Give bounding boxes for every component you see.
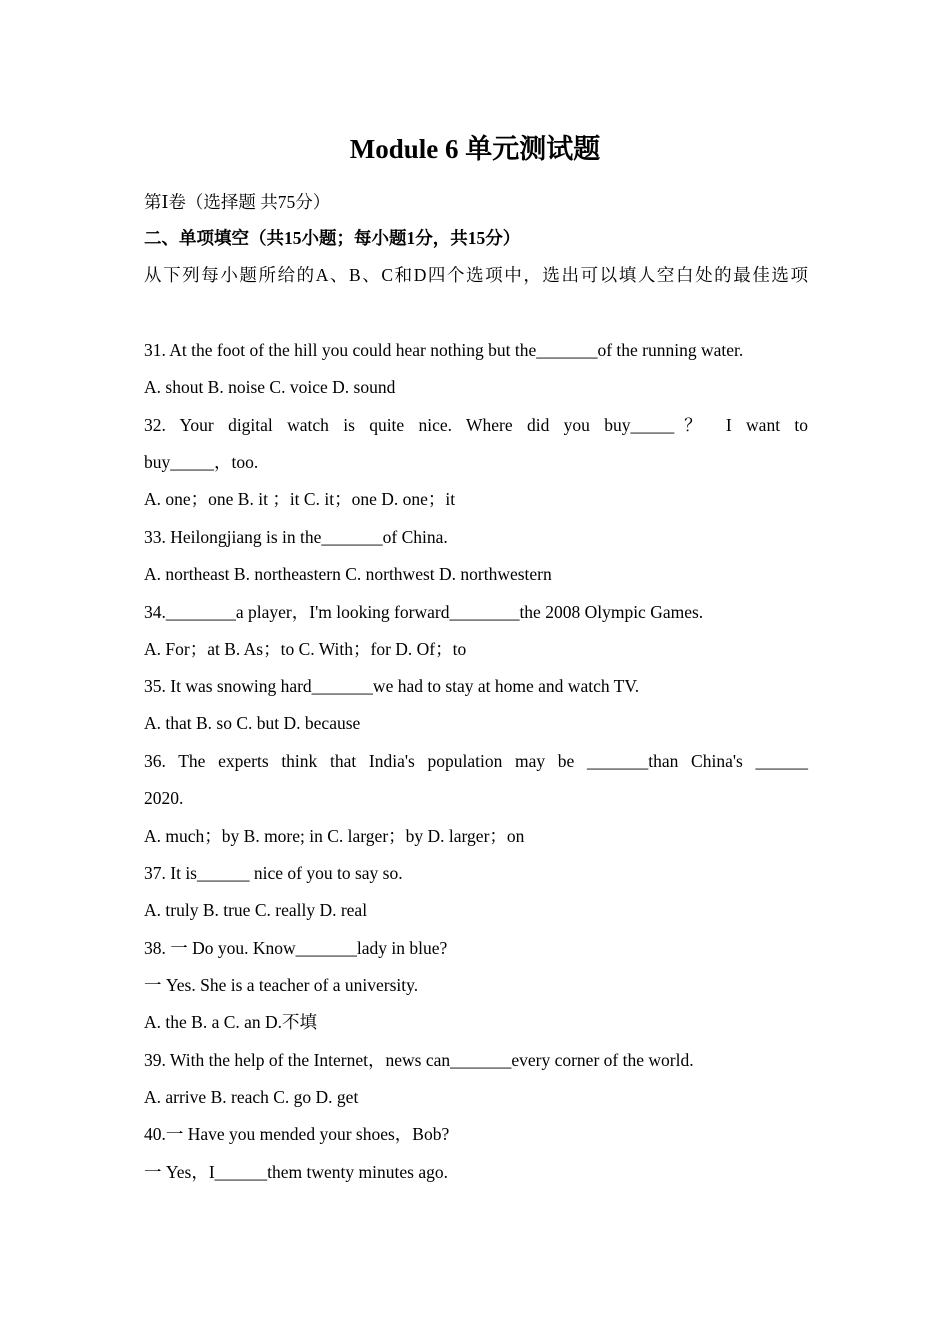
question-line: buy_____，too. [144,452,259,472]
question-line: 35. It was snowing hard_______we had to stay at home and watch TV. [144,676,640,696]
question-line: 2020. [144,788,184,808]
section-heading: 二、单项填空（共15小题；每小题1分，共15分） [144,228,521,248]
options-line: A. northeast B. northeastern C. northwest D. northwestern [144,564,552,584]
question-line: 38. 一 Do you. Know_______lady in blue? [144,938,448,958]
question-line: 31. At the foot of the hill you could hear nothing but the_______of the running water. [144,340,744,360]
page-title: Module 6 单元测试题 [349,134,601,164]
question-line: 33. Heilongjiang is in the_______of China. [144,527,448,547]
options-line: A. For；at B. As；to C. With；for D. Of；to [144,639,467,659]
options-line: A. that B. so C. but D. because [144,713,361,733]
question-line: 39. With the help of the Internet，news can_______every corner of the world. [144,1050,694,1070]
options-line: A. arrive B. reach C. go D. get [144,1087,359,1107]
question-line: 36. The experts think that India's population may be _______than China's ______ [144,751,808,771]
options-line: A. shout B. noise C. voice D. sound [144,377,396,397]
question-line: 34.________a player，I'm looking forward________the 2008 Olympic Games. [144,602,704,622]
dialogue-line: 一 Yes，I______them twenty minutes ago. [144,1162,448,1182]
options-line: A. much；by B. more; in C. larger；by D. larger；on [144,826,525,846]
question-line: 32. Your digital watch is quite nice. Where did you buy_____？ I want to [144,415,808,435]
instruction-text: 从下列每小题所给的A、B、C和D四个选项中，选出可以填人空白处的最佳选项 [144,265,808,285]
part-heading: 第Ⅰ卷（选择题 共75分） [144,192,331,212]
question-line: 40.一 Have you mended your shoes，Bob? [144,1124,450,1144]
dialogue-line: 一 Yes. She is a teacher of a university. [144,975,419,995]
options-line: A. the B. a C. an D.不填 [144,1012,318,1032]
options-line: A. one；one B. it ；it C. it；one D. one；it [144,489,456,509]
question-line: 37. It is______ nice of you to say so. [144,863,403,883]
options-line: A. truly B. true C. really D. real [144,900,368,920]
